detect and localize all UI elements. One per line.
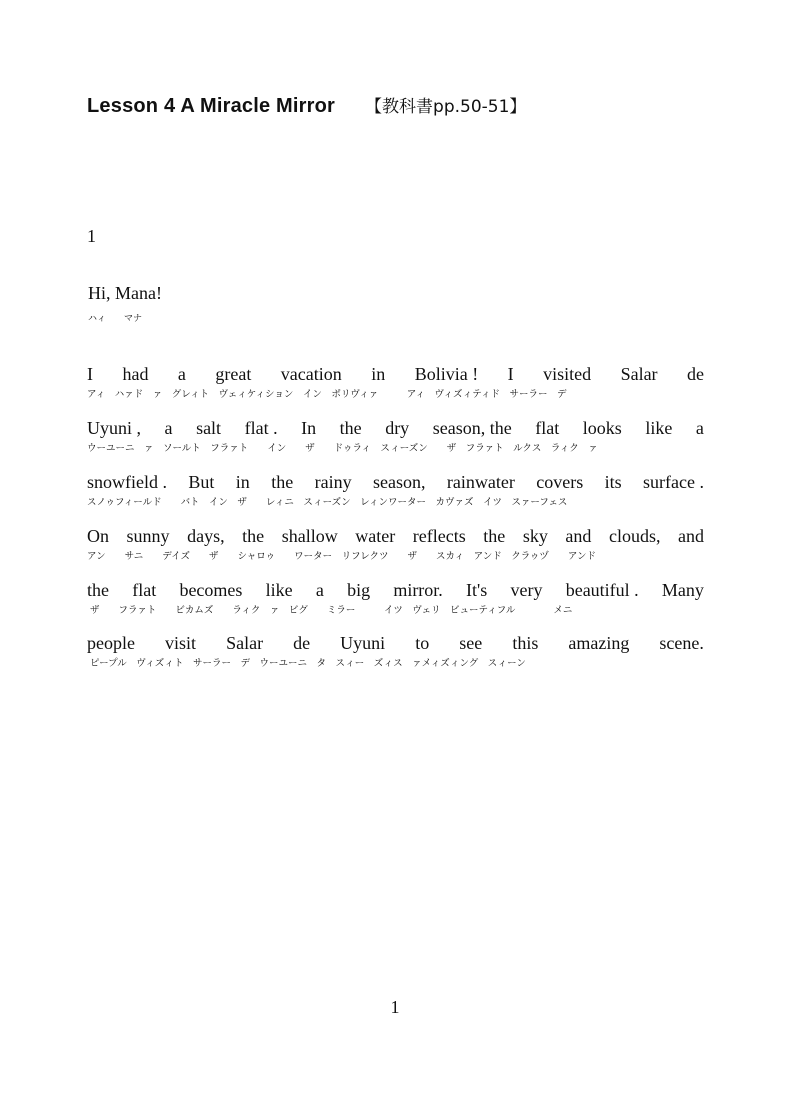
word: It's	[466, 580, 488, 600]
word: On	[87, 526, 109, 546]
word: covers	[536, 472, 584, 492]
greeting-reading: ハィ マナ	[88, 314, 143, 324]
section-number: 1	[87, 226, 96, 246]
word: snowfield .	[87, 472, 167, 492]
word: scene.	[659, 633, 704, 653]
word: like	[265, 580, 293, 600]
word: flat	[535, 418, 560, 438]
word: water	[355, 526, 396, 546]
word: But	[188, 472, 215, 492]
word: to	[415, 633, 430, 653]
word: I	[507, 364, 514, 384]
word: see	[459, 633, 483, 653]
word: In	[301, 418, 317, 438]
word: a	[695, 418, 704, 438]
word: the	[242, 526, 265, 546]
word: beautiful .	[565, 580, 639, 600]
page-number: 1	[390, 997, 400, 1017]
word: season,	[372, 472, 426, 492]
word: and	[565, 526, 592, 546]
english-line	[87, 524, 704, 548]
word: salt	[196, 418, 222, 438]
word: great	[215, 364, 252, 384]
word: rainy	[314, 472, 352, 492]
katakana-reading: ピープル ヴィズィト サーラー デ ウーユーニ タ スィー ズィス ァメィズィング スィーン	[87, 658, 526, 669]
katakana-reading: ウーユーニ ァ ソールト フラァト イン ザ ドゥラィ スィーズン ザ フラァト ルクス ラィク ァ	[87, 443, 598, 454]
word: season, the	[432, 418, 512, 438]
word: a	[315, 580, 324, 600]
word: visited	[543, 364, 592, 384]
word: surface .	[643, 472, 704, 492]
word: in	[235, 472, 250, 492]
text-line	[87, 631, 704, 671]
english-line	[87, 578, 704, 602]
word: the	[271, 472, 294, 492]
katakana-reading: スノゥフィールド バト イン ザ レィニ スィーズン レィンワーター カヴァズ イツ スァーフェス	[87, 497, 568, 508]
word: reflects	[412, 526, 466, 546]
word: vacation	[280, 364, 342, 384]
word: de	[687, 364, 704, 384]
english-line	[87, 470, 704, 494]
word: Salar	[620, 364, 658, 384]
title-row	[87, 92, 526, 118]
english-line	[87, 416, 704, 440]
katakana-reading: アン サニ デイズ ザ シャロゥ ワーター リフレクツ ザ スカィ アンド クラゥヅ アンド	[87, 551, 597, 562]
word: flat	[132, 580, 157, 600]
word: becomes	[179, 580, 243, 600]
word: a	[164, 418, 173, 438]
word: the	[339, 418, 362, 438]
word: days,	[187, 526, 225, 546]
text-line	[87, 416, 704, 456]
text-line	[87, 362, 704, 402]
word: and	[678, 526, 704, 546]
text-line	[87, 524, 704, 564]
word: mirror.	[393, 580, 443, 600]
word: people	[87, 633, 135, 653]
greeting-text: Hi, Mana!	[88, 283, 162, 303]
word: Salar	[226, 633, 264, 653]
text-line	[87, 578, 704, 618]
lesson-title: Lesson 4 A Miracle Mirror	[87, 95, 336, 117]
word: had	[122, 364, 149, 384]
word: amazing	[568, 633, 630, 653]
word: dry	[385, 418, 410, 438]
katakana-reading: アィ ハァド ァ グレィト ヴェィケィション イン ボリヴィァ アィ ヴィズィティド サーラー デ	[87, 389, 567, 400]
word: flat .	[244, 418, 278, 438]
word: sunny	[126, 526, 170, 546]
word: very	[510, 580, 543, 600]
word: looks	[582, 418, 622, 438]
word: de	[293, 633, 311, 653]
word: big	[347, 580, 371, 600]
word: I	[87, 364, 93, 384]
word: Many	[661, 580, 704, 600]
word: clouds,	[608, 526, 661, 546]
word: Uyuni ,	[87, 418, 141, 438]
word: rainwater	[446, 472, 515, 492]
word: a	[177, 364, 186, 384]
word: its	[604, 472, 622, 492]
word: in	[371, 364, 386, 384]
textbook-page-reference: 【教科書pp.50-51】	[365, 97, 527, 117]
katakana-reading: ザ フラァト ビカムズ ラィク ァ ビグ ミラー イツ ヴェリ ビューティフル メニ	[87, 605, 573, 616]
text-line	[87, 470, 704, 510]
word: sky	[522, 526, 548, 546]
word: shallow	[281, 526, 338, 546]
word: like	[645, 418, 673, 438]
word: this	[512, 633, 539, 653]
word: the	[483, 526, 506, 546]
word: Bolivia !	[414, 364, 479, 384]
english-line	[87, 631, 704, 655]
word: Uyuni	[340, 633, 386, 653]
word: the	[87, 580, 109, 600]
english-line	[87, 362, 704, 386]
word: visit	[165, 633, 197, 653]
